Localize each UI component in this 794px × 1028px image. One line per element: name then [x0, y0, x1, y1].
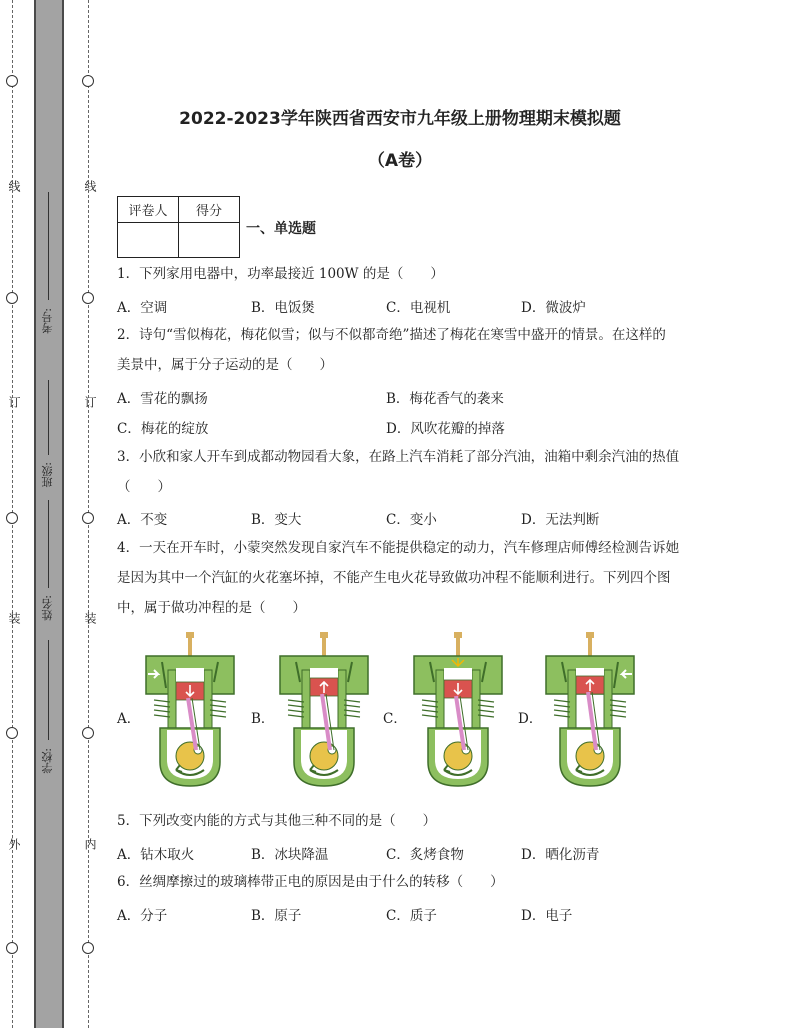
score-cell[interactable]: [179, 223, 240, 258]
binding-hole: [6, 727, 18, 739]
q3-option-d[interactable]: D．无法判断: [521, 512, 600, 528]
q3-option-c[interactable]: C．变小: [386, 512, 437, 528]
q5-option-c[interactable]: C．炙烤食物: [386, 847, 464, 863]
engine-diagram-d[interactable]: [540, 630, 644, 790]
binding-band: [36, 0, 62, 1028]
q6-option-c[interactable]: C．质子: [386, 908, 437, 924]
binding-hole: [6, 292, 18, 304]
q4-option-d[interactable]: D．: [518, 711, 543, 727]
binding-band-edge-right: [62, 0, 64, 1028]
page-title: 2022-2023学年陕西省西安市九年级上册物理期末模拟题: [179, 109, 621, 129]
q6-option-d[interactable]: D．电子: [521, 908, 573, 924]
margin-char-ding-inner: 订: [83, 396, 97, 408]
grader-header: 评卷人: [118, 197, 179, 223]
margin-char-zhuang-inner: 装: [83, 612, 97, 624]
binding-hole: [6, 942, 18, 954]
q1-option-c[interactable]: C．电视机: [386, 300, 451, 316]
q1-option-d[interactable]: D．微波炉: [521, 300, 586, 316]
question-4-text-line3: 中，属于做功冲程的是（ ）: [117, 600, 306, 616]
class-line: [48, 380, 49, 455]
school-line: [48, 640, 49, 740]
binding-hole: [82, 512, 94, 524]
margin-char-ding-outer: 订: [7, 396, 21, 408]
class-label: 班级:: [41, 462, 54, 488]
question-4-text-line2: 是因为其中一个汽缸的火花塞坏掉，不能产生电火花导致做功冲程不能顺利进行。下列四个图: [117, 570, 671, 586]
section-title: 一、单选题: [246, 221, 316, 237]
q3-option-a[interactable]: A．不变: [117, 512, 168, 528]
q5-option-d[interactable]: D．晒化沥青: [521, 847, 600, 863]
engine-diagram-a[interactable]: [140, 630, 244, 790]
q5-option-b[interactable]: B．冰块降温: [251, 847, 329, 863]
margin-char-zhuang-outer: 装: [7, 612, 21, 624]
binding-hole: [6, 512, 18, 524]
q6-option-b[interactable]: B．原子: [251, 908, 302, 924]
q4-option-b[interactable]: B．: [251, 711, 275, 727]
margin-char-nei: 内: [83, 838, 97, 850]
q6-option-a[interactable]: A．分子: [117, 908, 168, 924]
question-6-text: 6．丝绸摩擦过的玻璃棒带正电的原因是由于什么的转移（ ）: [117, 874, 504, 890]
margin-char-xian-inner: 线: [83, 180, 97, 192]
margin-char-wai: 外: [7, 838, 21, 850]
question-5-text: 5．下列改变内能的方式与其他三种不同的是（ ）: [117, 813, 437, 829]
q2-option-d[interactable]: D．风吹花瓣的掉落: [386, 421, 505, 437]
score-header: 得分: [179, 197, 240, 223]
question-3-text-line2: （ ）: [117, 479, 171, 495]
binding-band-edge-left: [34, 0, 36, 1028]
question-2-text-line2: 美景中，属于分子运动的是（ ）: [117, 357, 333, 373]
question-2-text-line1: 2．诗句“雪似梅花，梅花似雪；似与不似都奇绝”描述了梅花在寒雪中盛开的情景。在这样的: [117, 327, 666, 343]
q2-option-a[interactable]: A．雪花的飘扬: [117, 391, 208, 407]
name-label: 姓名:: [41, 595, 54, 621]
q5-option-a[interactable]: A．钻木取火: [117, 847, 195, 863]
q1-option-b[interactable]: B．电饭煲: [251, 300, 315, 316]
binding-hole: [6, 75, 18, 87]
binding-hole: [82, 942, 94, 954]
q2-option-c[interactable]: C．梅花的绽放: [117, 421, 209, 437]
grader-cell[interactable]: [118, 223, 179, 258]
q4-option-a[interactable]: A．: [117, 711, 141, 727]
binding-hole: [82, 292, 94, 304]
margin-char-xian-outer: 线: [7, 180, 21, 192]
score-table: [117, 196, 240, 258]
exam-number-label: 考号:: [41, 308, 54, 334]
q1-option-a[interactable]: A．空调: [117, 300, 168, 316]
engine-diagram-c[interactable]: [408, 630, 512, 790]
school-label: 学校:: [41, 748, 54, 774]
question-3-text-line1: 3．小欣和家人开车到成都动物园看大象，在路上汽车消耗了部分汽油，油箱中剩余汽油的热值: [117, 449, 680, 465]
name-line: [48, 500, 49, 588]
engine-diagram-b[interactable]: [274, 630, 378, 790]
question-1-text: 1．下列家用电器中，功率最接近 100W 的是（ ）: [117, 266, 444, 282]
question-4-text-line1: 4．一天在开车时，小蒙突然发现自家汽车不能提供稳定的动力，汽车修理店师傅经检测告诉她: [117, 540, 680, 556]
q4-option-c[interactable]: C．: [383, 711, 407, 727]
exam-number-line: [48, 192, 49, 300]
q2-option-b[interactable]: B．梅花香气的袭来: [386, 391, 504, 407]
binding-hole: [82, 75, 94, 87]
q3-option-b[interactable]: B．变大: [251, 512, 302, 528]
page-subtitle: （A卷）: [367, 151, 433, 171]
binding-hole: [82, 727, 94, 739]
